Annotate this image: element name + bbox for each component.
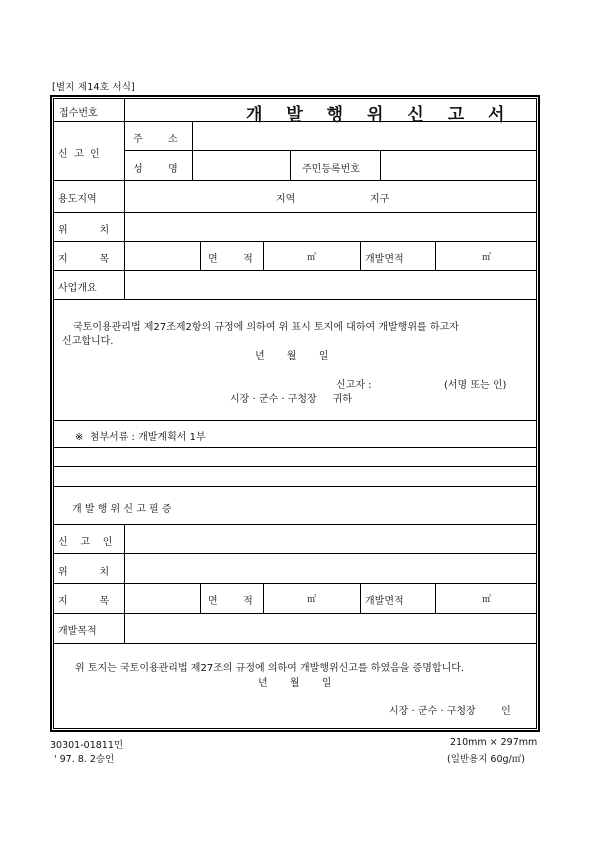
- statement-line-2: 신고합니다.: [62, 336, 114, 347]
- statement-date: 년 월 일: [255, 351, 329, 362]
- certificate-reporter-label: 신 고 인: [58, 537, 113, 548]
- use-zone-label: 용도지역: [58, 194, 97, 205]
- paper-size: 210mm × 297mm: [450, 737, 538, 748]
- certificate-text: 위 토지는 국토이용관리법 제27조의 규정에 의하여 개발행위신고를 하였음을 증명합니다.: [75, 663, 465, 674]
- district-label: 지구: [370, 194, 390, 205]
- development-purpose-label: 개발목적: [58, 626, 97, 637]
- certificate-heading: 개 발 행 위 신 고 필 증: [72, 504, 172, 515]
- resident-number-label: 주민등록번호: [302, 164, 360, 175]
- form-code: 30301-01811민: [50, 740, 124, 751]
- development-area-unit: ㎡: [482, 253, 492, 263]
- area-label: 면 적: [208, 254, 253, 265]
- project-outline-label: 사업개요: [58, 283, 97, 294]
- signature-note: (서명 또는 인): [444, 380, 507, 391]
- form-reference: [별지 제14호 서식]: [52, 82, 136, 93]
- zone-label: 지역: [276, 194, 296, 205]
- attachment-note: ※ 첨부서류 : 개발계획서 1부: [75, 432, 206, 443]
- name-label: 성 명: [133, 164, 178, 175]
- address-label: 주 소: [133, 134, 178, 145]
- approval-date: ' 97. 8. 2승인: [54, 754, 115, 765]
- certificate-development-area-label: 개발면적: [365, 596, 404, 607]
- certificate-date: 년 월 일: [258, 678, 332, 689]
- paper-weight: (일반용지 60g/㎡): [447, 754, 525, 765]
- certificate-land-category-label: 지 목: [58, 596, 110, 607]
- land-category-label: 지 목: [58, 254, 110, 265]
- reporter-signature-label: 신고자 :: [336, 380, 372, 391]
- addressee: 시장 · 군수 · 구청장 귀하: [230, 394, 352, 405]
- area-unit: ㎡: [307, 253, 317, 263]
- form-title: 개 발 행 위 신 고 서: [246, 105, 514, 125]
- statement-line-1: 국토이용관리법 제27조제2항의 규정에 의하여 위 표시 토지에 대하여 개발행위를 하고자: [73, 322, 459, 333]
- certificate-development-area-unit: ㎡: [482, 595, 492, 605]
- development-area-label: 개발면적: [365, 254, 404, 265]
- certificate-signer: 시장 · 군수 · 구청장 인: [389, 706, 511, 717]
- receipt-number-label: 접수번호: [59, 108, 98, 119]
- certificate-area-label: 면 적: [208, 596, 253, 607]
- location-label: 위 치: [58, 225, 110, 236]
- reporter-label: 신 고 인: [58, 149, 100, 160]
- certificate-location-label: 위 치: [58, 567, 110, 578]
- certificate-area-unit: ㎡: [307, 595, 317, 605]
